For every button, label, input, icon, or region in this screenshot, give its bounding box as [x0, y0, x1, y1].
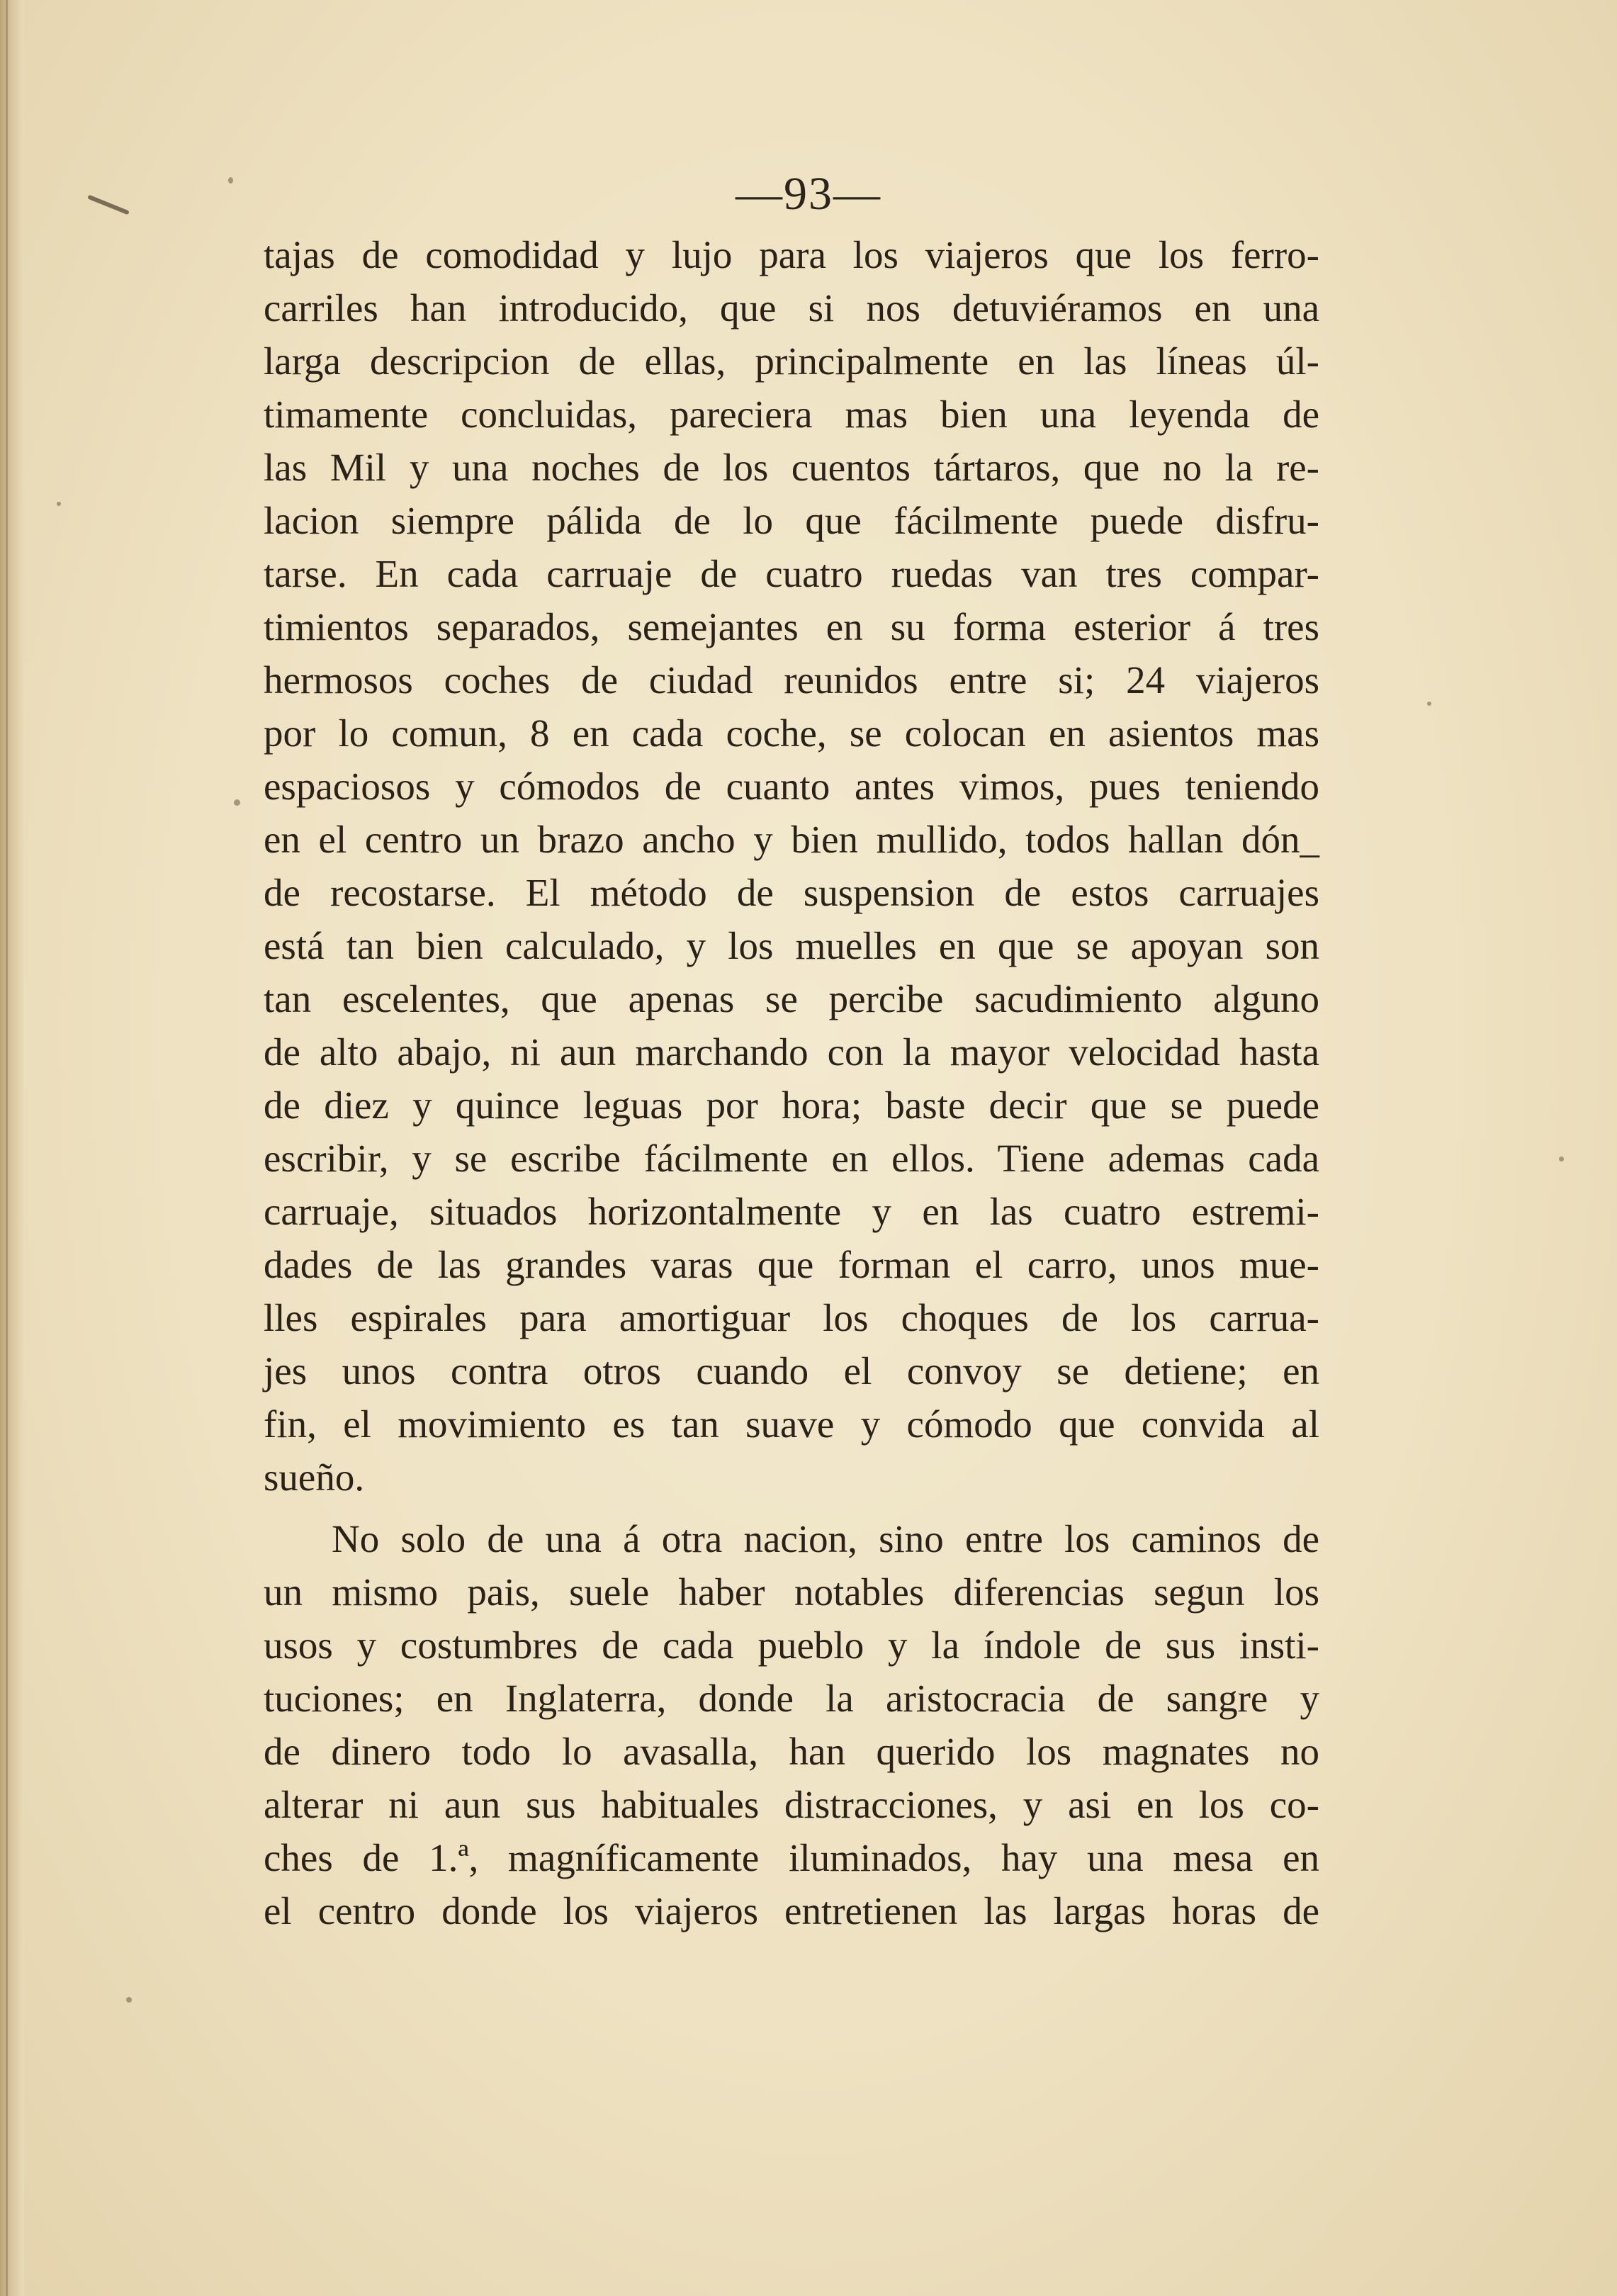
text-line: espaciosos y cómodos de cuanto antes vimos, pues teniendo	[264, 765, 1319, 808]
text-line: de dinero todo lo avasalla, han querido los magnates no	[264, 1730, 1319, 1773]
text-line: fin, el movimiento es tan suave y cómodo que convida al	[264, 1402, 1319, 1446]
text-line: lacion siempre pálida de lo que fácilmente puede disfru-	[264, 499, 1319, 542]
text-line: timientos separados, semejantes en su forma esterior á tres	[264, 605, 1319, 648]
text-line: por lo comun, 8 en cada coche, se colocan en asientos mas	[264, 711, 1319, 755]
text-line: alterar ni aun sus habituales distracciones, y asi en los co-	[264, 1783, 1319, 1826]
paragraph-2	[264, 1512, 1319, 1937]
text-line: sueño.	[264, 1456, 365, 1499]
text-line: tarse. En cada carruaje de cuatro ruedas van tres compar-	[264, 552, 1319, 595]
foxing-spot	[1427, 702, 1431, 706]
text-line: usos y costumbres de cada pueblo y la índole de sus insti-	[264, 1623, 1319, 1667]
text-line: de recostarse. El método de suspension de estos carruajes	[264, 871, 1319, 914]
page-number: —93—	[736, 168, 881, 220]
paragraph-1	[264, 228, 1319, 1504]
text-line: de alto abajo, ni aun marchando con la mayor velocidad hasta	[264, 1030, 1319, 1074]
text-line: está tan bien calculado, y los muelles en que se apoyan son	[264, 924, 1319, 967]
text-line: un mismo pais, suele haber notables diferencias segun los	[264, 1570, 1319, 1614]
text-line: de diez y quince leguas por hora; baste decir que se puede	[264, 1084, 1319, 1127]
text-line: carruaje, situados horizontalmente y en las cuatro estremi-	[264, 1190, 1319, 1233]
text-line: jes unos contra otros cuando el convoy se detiene; en	[264, 1349, 1319, 1392]
foxing-spot	[126, 1997, 132, 2003]
text-line: lles espirales para amortiguar los choques de los carrua-	[264, 1296, 1319, 1339]
text-line: tajas de comodidad y lujo para los viajeros que los ferro-	[264, 233, 1319, 276]
paragraph-gap	[264, 1504, 1319, 1512]
text-line: tan escelentes, que apenas se percibe sacudimiento alguno	[264, 977, 1319, 1020]
text-line: en el centro un brazo ancho y bien mullido, todos hallan dón_	[264, 818, 1319, 861]
text-line: No solo de una á otra nacion, sino entre los caminos de	[332, 1517, 1319, 1560]
text-line: el centro donde los viajeros entretienen las largas horas de	[264, 1889, 1319, 1932]
text-line: hermosos coches de ciudad reunidos entre si; 24 viajeros	[264, 658, 1319, 702]
text-line: tuciones; en Inglaterra, donde la aristocracia de sangre y	[264, 1677, 1319, 1720]
body-text	[264, 228, 1319, 1937]
text-line: carriles han introducido, que si nos detuviéramos en una	[264, 286, 1319, 330]
page-binding-edge	[0, 0, 24, 2296]
foxing-spot	[57, 502, 61, 506]
text-line: ches de 1.ª, magníficamente iluminados, hay una mesa en	[264, 1836, 1319, 1879]
foxing-spot	[234, 799, 240, 806]
text-line: timamente concluidas, pareciera mas bien una leyenda de	[264, 393, 1319, 436]
text-line: larga descripcion de ellas, principalmente en las líneas úl-	[264, 339, 1319, 383]
text-line: las Mil y una noches de los cuentos tártaros, que no la re-	[264, 446, 1319, 489]
foxing-spot	[1559, 1157, 1564, 1161]
text-line: dades de las grandes varas que forman el carro, unos mue-	[264, 1243, 1319, 1286]
binding-line	[6, 0, 8, 2296]
text-line: escribir, y se escribe fácilmente en ellos. Tiene ademas cada	[264, 1137, 1319, 1180]
